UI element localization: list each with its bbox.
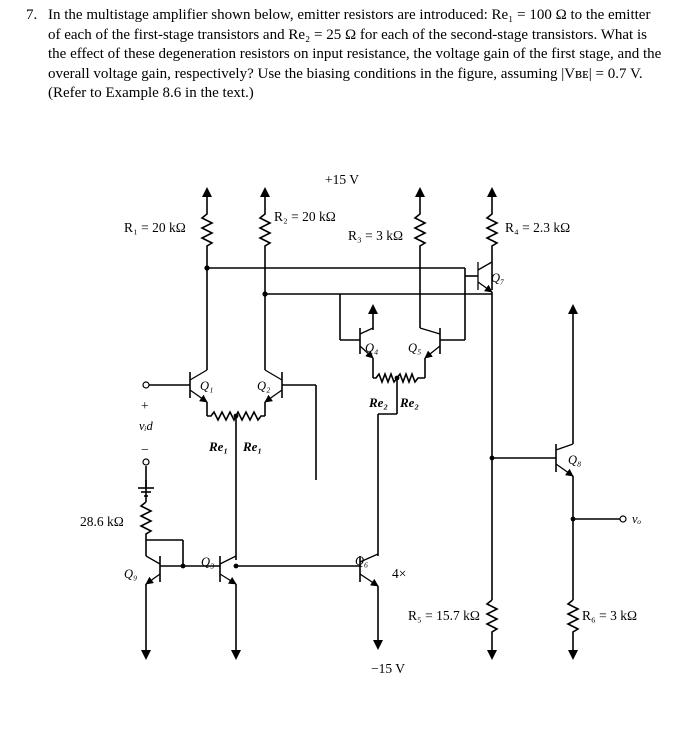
input-terminal-plus [143, 382, 190, 388]
r2-label: R₂ = 20 kΩ [274, 209, 336, 224]
resistor-re1-right [236, 412, 265, 420]
resistor-r4 [487, 212, 497, 250]
problem-line: overall voltage gain, respectively? Use the biasing conditions in the figure, assuming |Vʙᴇ| = 0.7 V. [48, 65, 643, 82]
resistor-r2 [260, 212, 270, 250]
supply-arrow-up [202, 187, 212, 212]
vo-label: vₒ [632, 512, 642, 526]
r3-label: R₃ = 3 kΩ [348, 228, 403, 243]
resistor-r1 [202, 212, 212, 250]
q3-label: Q₃ [201, 555, 215, 569]
q1-label: Q₁ [200, 379, 214, 393]
supply-arrow-up [368, 304, 378, 320]
q9-label: Q₉ [124, 567, 138, 581]
supply-arrow-up [568, 304, 578, 320]
q6-label: Q₆ [355, 554, 369, 568]
problem-line: the effect of these degeneration resistors on input resistance, the voltage gain of the first stage, and the [48, 46, 662, 62]
resistor-re2-right [397, 374, 425, 382]
q4-label: Q₄ [365, 341, 379, 355]
problem-line: In the multistage amplifier shown below, emitter resistors are introduced: Re₁ = 100 Ω to the emitter [48, 7, 651, 23]
supply-arrow-up [415, 187, 425, 212]
supply-arrow-up [260, 187, 270, 212]
r1-label: R₁ = 20 kΩ [124, 220, 186, 235]
transistor-q5 [420, 328, 440, 358]
supply-negative-label: −15 V [371, 661, 405, 676]
r6-label: R₆ = 3 kΩ [582, 608, 637, 623]
r4-label: R₄ = 2.3 kΩ [505, 220, 571, 235]
resistor-r5 [487, 600, 497, 640]
supply-positive-label: +15 V [325, 172, 359, 187]
transistor-q3 [220, 556, 236, 584]
resistor-re1-left [207, 412, 236, 420]
supply-arrow-down [487, 640, 497, 660]
q7-label: Q₇ [491, 271, 505, 285]
problem-line: (Refer to Example 8.6 in the text.) [48, 85, 254, 101]
problem-line: of each of the first-stage transistors and Re₂ = 25 Ω for each of the second-stage transistors. What is [48, 26, 647, 43]
re2-right-label: Re₂ [400, 395, 419, 410]
supply-arrow-up [487, 187, 497, 212]
supply-arrow-down [141, 640, 151, 660]
transistor-q9 [146, 556, 160, 584]
re1-left-label: Re₁ [209, 439, 228, 454]
q8-label: Q₈ [568, 453, 582, 467]
input-terminal-minus [143, 459, 149, 465]
q5-label: Q₅ [408, 341, 422, 355]
supply-arrow-down [373, 620, 383, 650]
q2-label: Q₂ [257, 379, 271, 393]
supply-arrow-down [231, 640, 241, 660]
supply-arrow-down [568, 640, 578, 660]
transistor-q7 [478, 262, 492, 292]
vid-label: vᵢd [139, 419, 153, 433]
resistor-rref [141, 480, 151, 540]
re2-left-label: Re₂ [369, 395, 388, 410]
problem-number: 7. [26, 7, 38, 23]
mirror-ratio-label: 4× [392, 566, 407, 581]
output-terminal [620, 516, 626, 522]
vid-plus-label: + [141, 398, 149, 413]
resistor-r6 [568, 600, 578, 640]
rref-label: 28.6 kΩ [80, 514, 124, 529]
re1-right-label: Re₁ [243, 439, 262, 454]
resistor-re2-left [373, 374, 397, 382]
vid-minus-label: − [141, 442, 149, 457]
r5-label: R₅ = 15.7 kΩ [408, 608, 480, 623]
resistor-r3 [415, 212, 425, 250]
